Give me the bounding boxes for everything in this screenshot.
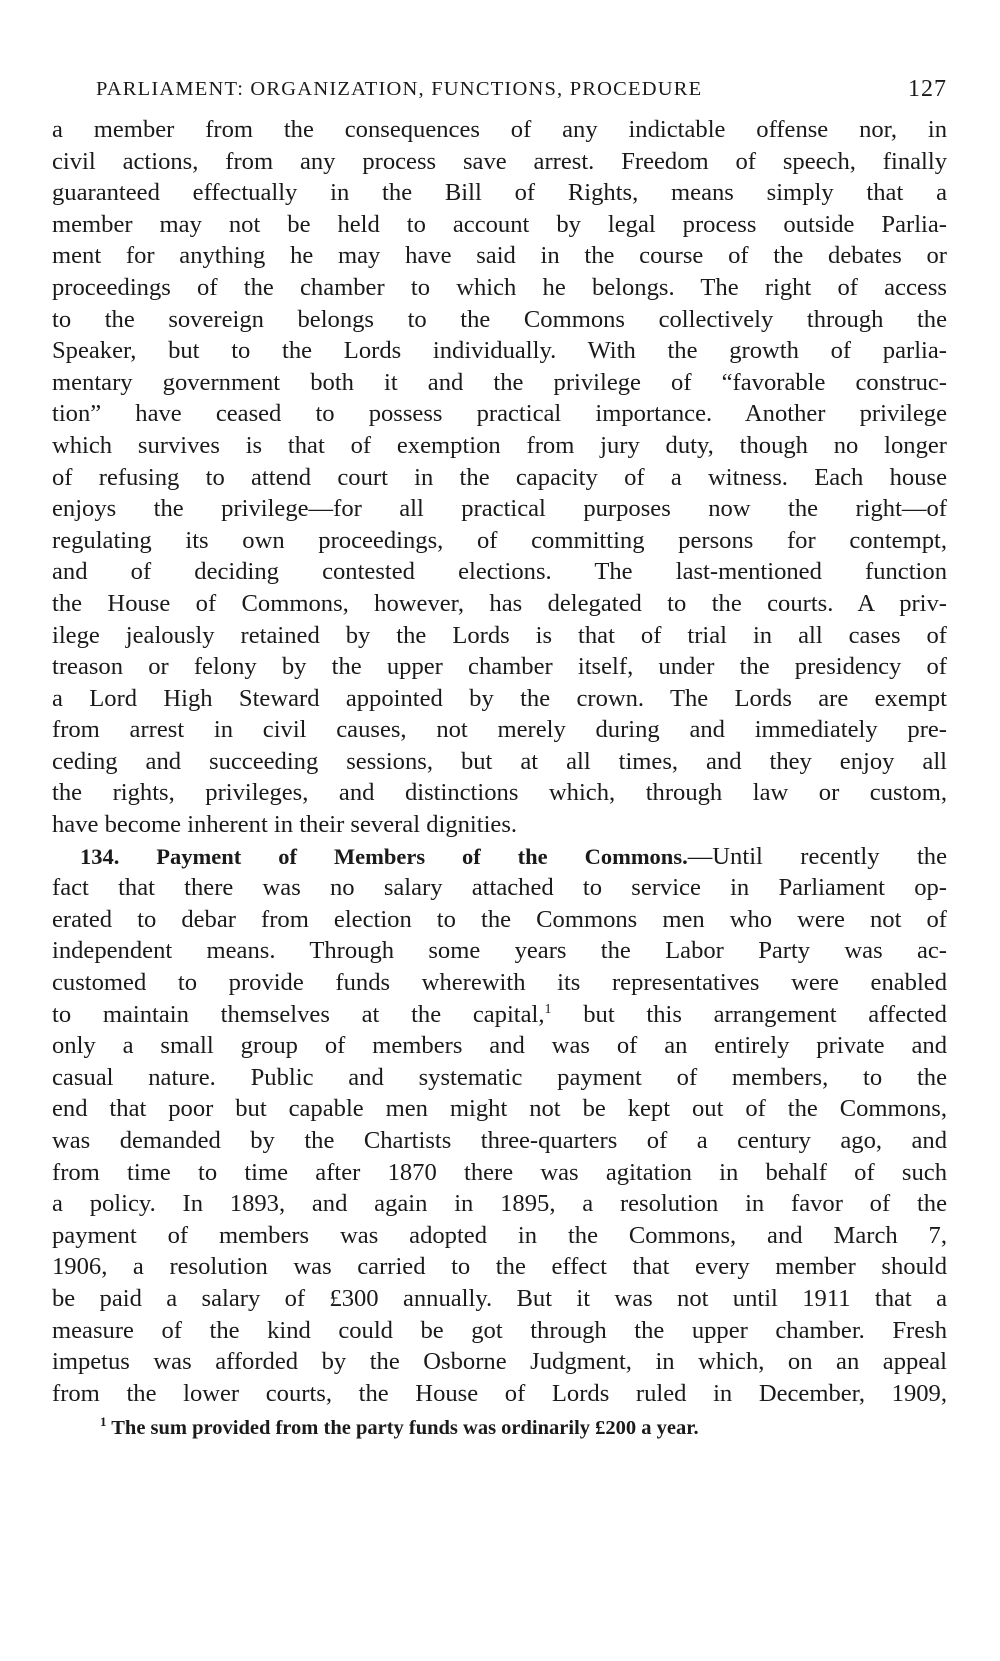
text-line: customed to provide funds wherewith its representatives were enabled [52,969,947,997]
text-line: was demanded by the Chartists three-quarters of a century ago, and [52,1127,947,1154]
text-line: from arrest in civil causes, not merely during and immediately pre- [52,716,947,744]
text-line: a Lord High Steward appointed by the crown. The Lords are exempt [52,684,947,712]
text-after-footnote: but this arrangement affected [551,1000,947,1028]
footnote-reference: 1 [544,1001,552,1017]
text-line: have become inherent in their several dignities. [52,811,518,839]
text-line: civil actions, from any process save arrest. Freedom of speech, finally [52,147,947,175]
text-line: from the lower courts, the House of Lords ruled in December, 1909, [52,1379,947,1407]
footnote [52,1415,947,1441]
text-line: a member from the consequences of any indictable offense nor, in [52,116,947,143]
text-line: be paid a salary of £300 annually. But it was not until 1911 that a [52,1284,947,1312]
text-line: ment for anything he may have said in the course of the debates or [52,242,947,270]
section-134 [52,841,947,1410]
text-line: ilege jealously retained by the Lords is that of trial in all cases of [52,621,947,649]
text-line: proceedings of the chamber to which he belongs. The right of access [52,273,947,301]
text-line: 1906, a resolution was carried to the effect that every member should [52,1253,947,1281]
text-line: from time to time after 1870 there was agitation in behalf of such [52,1158,947,1186]
text-line: treason or felony by the upper chamber itself, under the presidency of [52,653,947,681]
page-number: 127 [908,76,947,102]
text-before-footnote: to maintain themselves at the capital, [52,1000,545,1028]
text-line: member may not be held to account by legal process outside Parlia- [52,210,947,238]
text-line: guaranteed effectually in the Bill of Rights, means simply that a [52,179,947,207]
text-line: ceding and succeeding sessions, but at all times, and they enjoy all [52,747,947,775]
section-first-line [52,841,947,873]
text-line: enjoys the privilege—for all practical purposes now the right—of [52,495,947,523]
text-line: to the sovereign belongs to the Commons collectively through the [52,305,947,333]
text-line: and of deciding contested elections. The last-mentioned function [52,558,947,586]
text-line: regulating its own proceedings, of committing persons for contempt, [52,526,947,554]
text-line: only a small group of members and was of an entirely private and [52,1032,947,1060]
footnote-text: The sum provided from the party funds was ordinarily £200 a year. [106,1417,699,1440]
text-line: of refusing to attend court in the capacity of a witness. Each house [52,463,947,491]
text-line: a policy. In 1893, and again in 1895, a resolution in favor of the [52,1190,947,1218]
text-line: the rights, privileges, and distinctions which, through law or custom, [52,779,947,807]
book-page [52,70,947,1441]
text-line: erated to debar from election to the Commons men who were not of [52,905,947,933]
text-line: mentary government both it and the privilege of “favorable construc- [52,368,947,396]
running-title: PARLIAMENT: ORGANIZATION, FUNCTIONS, PROCEDURE [96,78,703,100]
text-line: which survives is that of exemption from jury duty, though no longer [52,431,947,459]
section-heading: 134. Payment of Members of the Commons. [80,843,688,869]
text-line-with-footnote [52,999,947,1031]
text-line: independent means. Through some years the Labor Party was ac- [52,937,947,965]
text-line: tion” have ceased to possess practical importance. Another privilege [52,400,947,428]
section-heading-continuation: —Until recently the [687,842,947,870]
text-line: impetus was afforded by the Osborne Judgment, in which, on an appeal [52,1348,947,1376]
text-line: casual nature. Public and systematic payment of members, to the [52,1063,947,1091]
text-line: the House of Commons, however, has delegated to the courts. A priv- [52,589,947,617]
text-line: payment of members was adopted in the Commons, and March 7, [52,1221,947,1249]
text-line: measure of the kind could be got through the upper chamber. Fresh [52,1316,947,1344]
text-line: end that poor but capable men might not be kept out of the Commons, [52,1095,947,1123]
footnote-marker: 1 [100,1414,107,1430]
text-line: Speaker, but to the Lords individually. With the growth of parlia- [52,337,947,365]
running-header [52,70,947,114]
paragraph-privileges [52,114,947,841]
text-line: fact that there was no salary attached to service in Parliament op- [52,874,947,902]
